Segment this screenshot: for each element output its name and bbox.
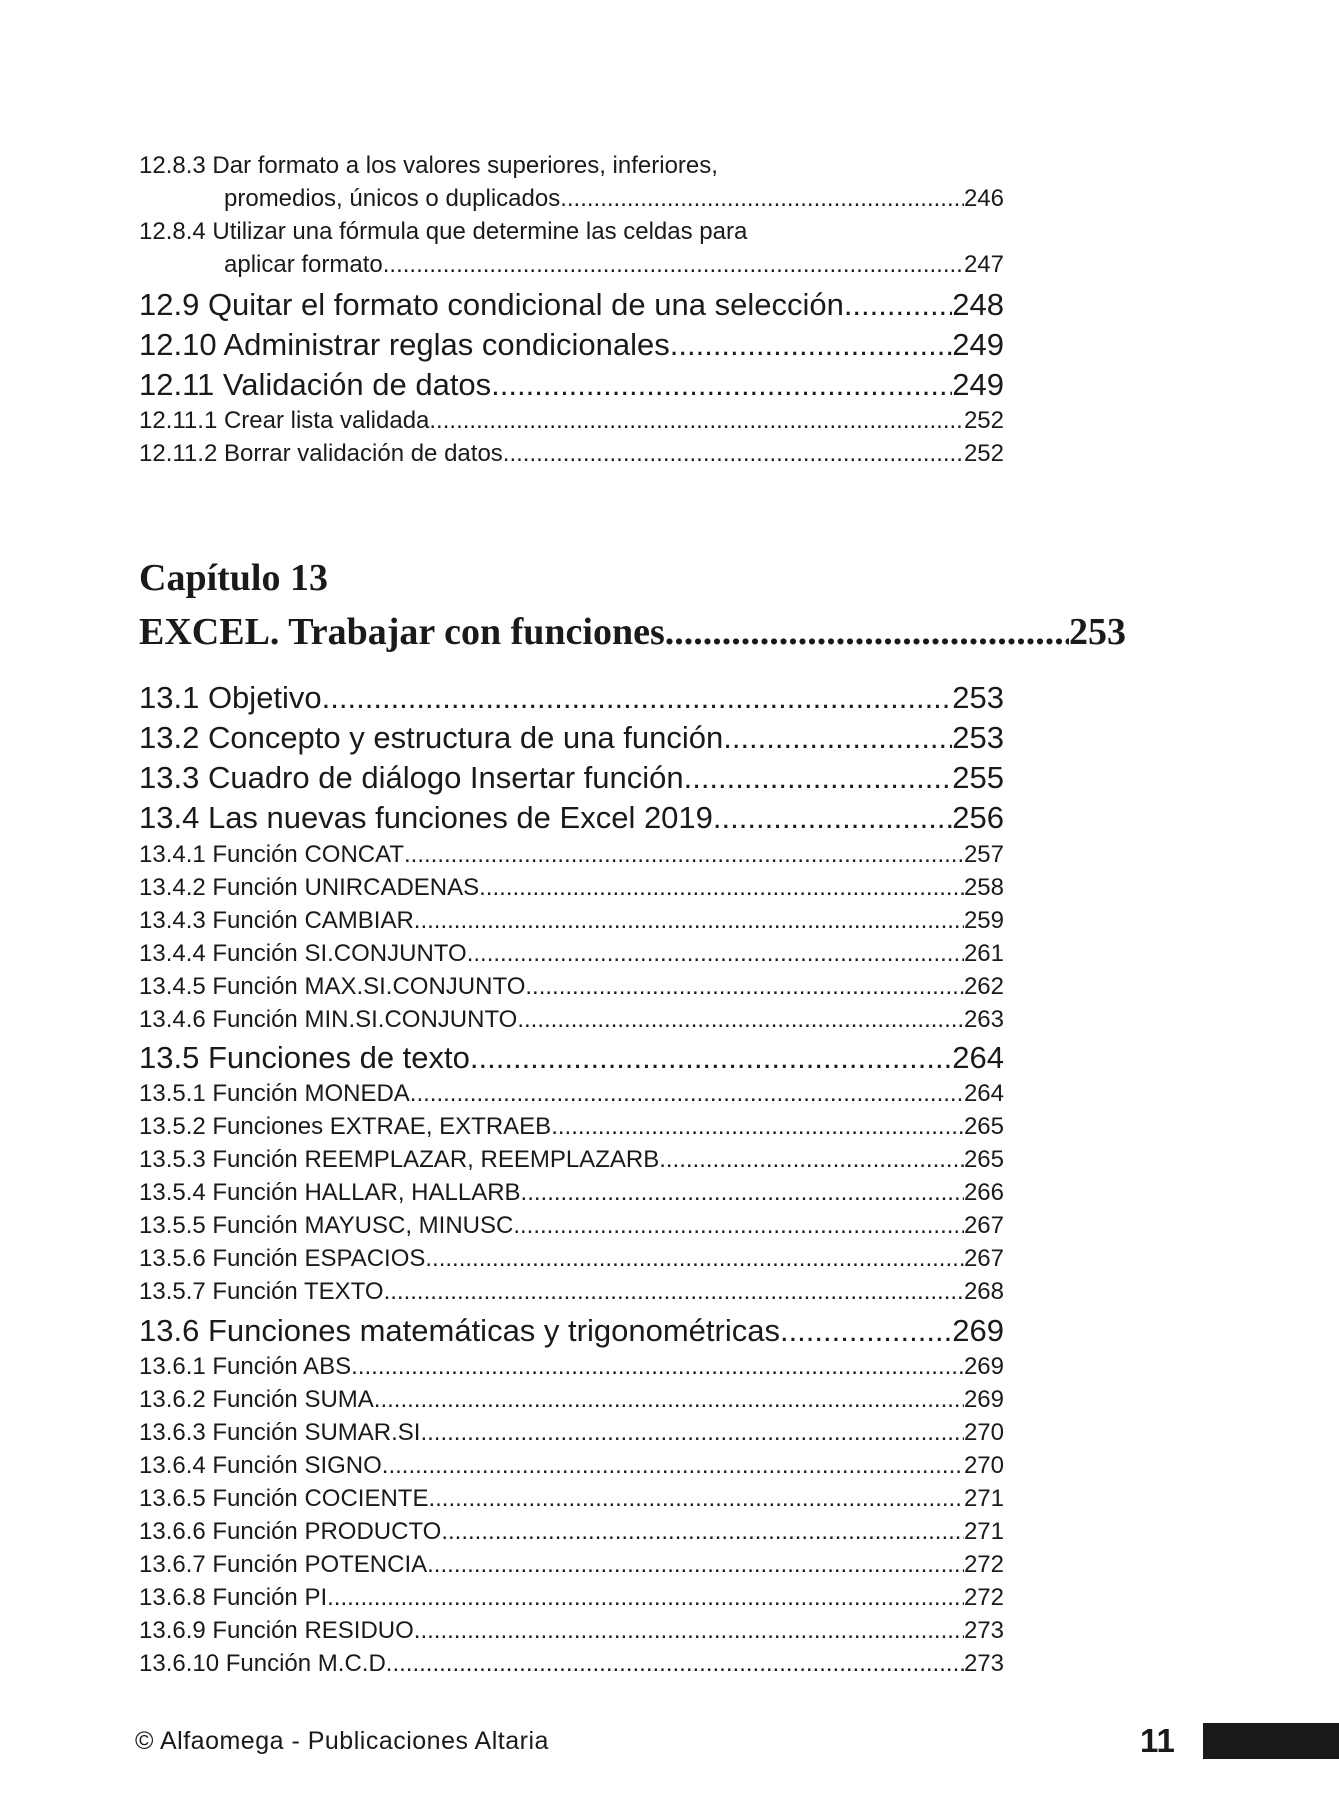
toc-entry-page: 269 <box>963 1386 1004 1413</box>
toc-entry <box>139 680 1004 716</box>
toc-entry <box>139 1518 1004 1546</box>
toc-entry <box>139 1212 1004 1240</box>
toc-entry-label: 13.4.2 Función UNIRCADENAS <box>139 874 480 901</box>
toc-entry-page: 248 <box>952 287 1004 322</box>
dot-leader <box>780 1313 952 1349</box>
dot-leader <box>503 440 964 468</box>
toc-entry-page: 255 <box>952 760 1004 795</box>
toc-entry-label: 12.11.1 Crear lista validada <box>139 407 430 434</box>
chapter-title-row <box>139 610 1126 654</box>
toc-entry-page: 265 <box>963 1113 1004 1140</box>
dot-leader <box>844 287 952 323</box>
toc-entry-label: 12.11 Validación de datos <box>139 367 492 402</box>
toc-entry <box>139 720 1004 756</box>
toc-entry-label: 13.6.5 Función COCIENTE <box>139 1485 429 1512</box>
toc-entry-page: 266 <box>963 1179 1004 1206</box>
toc-entry-page: 252 <box>963 407 1004 434</box>
toc-entry-page: 270 <box>963 1452 1004 1479</box>
toc-entry-page: 253 <box>952 720 1004 755</box>
dot-leader <box>322 680 953 716</box>
chapter-number: Capítulo 13 <box>139 557 328 599</box>
toc-entry-page: 264 <box>952 1040 1004 1075</box>
toc-entry <box>139 1313 1004 1349</box>
dot-leader <box>551 1113 964 1141</box>
dot-leader <box>517 1006 964 1034</box>
toc-entry-label: 13.5.6 Función ESPACIOS <box>139 1245 426 1272</box>
toc-entry-label: 13.4.4 Función SI.CONJUNTO <box>139 940 467 967</box>
toc-entry-label: 13.6.4 Función SIGNO <box>139 1452 382 1479</box>
toc-entry <box>139 287 1004 323</box>
toc-entry-page: 268 <box>963 1278 1004 1305</box>
toc-entry <box>139 185 1004 213</box>
toc-entry-label: 13.2 Concepto y estructura de una función <box>139 720 724 755</box>
toc-entry-page: 264 <box>963 1080 1004 1107</box>
toc-entry-label: 13.4.3 Función CAMBIAR <box>139 907 414 934</box>
toc-entry-label: 13.5.7 Función TEXTO <box>139 1278 384 1305</box>
dot-leader <box>429 407 964 435</box>
toc-entry <box>139 1353 1004 1381</box>
toc-entry <box>139 1485 1004 1513</box>
toc-entry-label: 13.1 Objetivo <box>139 680 322 715</box>
footer-publisher: © Alfaomega - Publicaciones Altaria <box>135 1727 549 1755</box>
dot-leader <box>414 1617 964 1645</box>
toc-entry-label: 12.10 Administrar reglas condicionales <box>139 327 670 362</box>
dot-leader <box>470 1040 952 1076</box>
toc-entry-label: 13.4.6 Función MIN.SI.CONJUNTO <box>139 1006 518 1033</box>
toc-entry-label: 13.6.6 Función PRODUCTO <box>139 1518 442 1545</box>
dot-leader <box>491 367 952 403</box>
toc-entry-label: 13.4.5 Función MAX.SI.CONJUNTO <box>139 973 526 1000</box>
dot-leader <box>404 841 964 869</box>
toc-entry-page: 257 <box>963 841 1004 868</box>
toc-entry <box>139 1113 1004 1141</box>
dot-leader <box>410 1080 964 1108</box>
toc-entry-label: aplicar formato <box>224 251 383 278</box>
dot-leader <box>665 610 1069 654</box>
toc-entry-page: 258 <box>963 874 1004 901</box>
toc-entry-page: 253 <box>952 680 1004 715</box>
toc-entry-label: 13.5.1 Función MONEDA <box>139 1080 410 1107</box>
toc-entry <box>139 251 1004 279</box>
dot-leader <box>723 720 952 756</box>
toc-entry-page: 270 <box>963 1419 1004 1446</box>
toc-entry-page: 261 <box>963 940 1004 967</box>
toc-entry-label: 13.6.2 Función SUMA <box>139 1386 374 1413</box>
toc-entry-line1: 12.8.3 Dar formato a los valores superiores, inferiores, <box>139 152 718 179</box>
dot-leader <box>327 1584 964 1612</box>
toc-entry-label: 13.6 Funciones matemáticas y trigonométricas <box>139 1313 780 1348</box>
dot-leader <box>427 1551 964 1579</box>
dot-leader <box>441 1518 964 1546</box>
toc-entry-label: 13.6.1 Función ABS <box>139 1353 352 1380</box>
dot-leader <box>384 1278 964 1306</box>
toc-entry <box>139 327 1004 363</box>
toc-entry <box>139 1419 1004 1447</box>
toc-entry <box>139 874 1004 902</box>
toc-entry <box>139 760 1004 796</box>
toc-entry <box>139 1386 1004 1414</box>
page-number-bar <box>1203 1723 1339 1759</box>
toc-entry <box>139 407 1004 435</box>
toc-entry-page: 265 <box>963 1146 1004 1173</box>
page-number: 11 <box>1140 1722 1175 1759</box>
dot-leader <box>521 1179 964 1207</box>
toc-entry-label: 13.5 Funciones de texto <box>139 1040 470 1075</box>
toc-entry-page: 262 <box>963 973 1004 1000</box>
toc-entry <box>139 973 1004 1001</box>
toc-entry-label: 12.11.2 Borrar validación de datos <box>139 440 503 467</box>
toc-entry <box>139 1245 1004 1273</box>
toc-entry-page: 273 <box>963 1617 1004 1644</box>
toc-entry-label: 13.6.10 Función M.C.D. <box>139 1650 393 1677</box>
toc-entry <box>139 1452 1004 1480</box>
toc-entry <box>139 1650 1004 1678</box>
toc-entry-page: 269 <box>952 1313 1004 1348</box>
dot-leader <box>659 1146 964 1174</box>
dot-leader <box>392 1650 964 1678</box>
toc-entry <box>139 440 1004 468</box>
toc-entry-page: 272 <box>963 1584 1004 1611</box>
dot-leader <box>525 973 964 1001</box>
toc-entry-page: 267 <box>963 1212 1004 1239</box>
dot-leader <box>382 1452 964 1480</box>
chapter-title: EXCEL. Trabajar con funciones <box>139 611 665 653</box>
toc-entry-page: 249 <box>952 327 1004 362</box>
toc-entry-line1: 12.8.4 Utilizar una fórmula que determine las celdas para <box>139 218 748 245</box>
chapter-page: 253 <box>1069 611 1126 653</box>
toc-entry <box>139 940 1004 968</box>
toc-entry-label: 13.4.1 Función CONCAT <box>139 841 404 868</box>
toc-entry <box>139 367 1004 403</box>
toc-entry-label: 13.5.2 Funciones EXTRAE, EXTRAEB <box>139 1113 552 1140</box>
toc-entry-page: 269 <box>963 1353 1004 1380</box>
toc-entry-page: 263 <box>963 1006 1004 1033</box>
dot-leader <box>420 1419 963 1447</box>
toc-entry <box>139 1040 1004 1076</box>
dot-leader <box>467 940 964 968</box>
toc-entry-label: 13.6.8 Función PI <box>139 1584 328 1611</box>
toc-entry <box>139 841 1004 869</box>
toc-entry-label: 13.6.3 Función SUMAR.SI <box>139 1419 421 1446</box>
dot-leader <box>479 874 964 902</box>
toc-entry-label: 13.3 Cuadro de diálogo Insertar función <box>139 760 684 795</box>
toc-entry <box>139 1551 1004 1579</box>
dot-leader <box>670 327 953 363</box>
dot-leader <box>351 1353 964 1381</box>
dot-leader <box>374 1386 964 1414</box>
toc-entry-page: 249 <box>952 367 1004 402</box>
toc-entry-page: 267 <box>963 1245 1004 1272</box>
toc-entry <box>139 1617 1004 1645</box>
toc-entry-page: 271 <box>963 1485 1004 1512</box>
toc-entry-label: 13.4 Las nuevas funciones de Excel 2019 <box>139 800 713 835</box>
toc-entry-label: 13.5.4 Función HALLAR, HALLARB <box>139 1179 521 1206</box>
dot-leader <box>428 1485 964 1513</box>
toc-entry-label: promedios, únicos o duplicados <box>224 185 561 212</box>
dot-leader <box>713 800 952 836</box>
toc-entry-page: 246 <box>963 185 1004 212</box>
toc-entry-label: 13.5.5 Función MAYUSC, MINUSC <box>139 1212 514 1239</box>
toc-entry-label: 13.5.3 Función REEMPLAZAR, REEMPLAZARB <box>139 1146 660 1173</box>
toc-entry-page: 271 <box>963 1518 1004 1545</box>
toc-entry <box>139 907 1004 935</box>
toc-entry <box>139 1584 1004 1612</box>
dot-leader <box>513 1212 964 1240</box>
toc-entry-page: 273 <box>963 1650 1004 1677</box>
toc-entry <box>139 1006 1004 1034</box>
dot-leader <box>560 185 964 213</box>
dot-leader <box>383 251 964 279</box>
toc-entry-page: 272 <box>963 1551 1004 1578</box>
toc-entry-page: 252 <box>963 440 1004 467</box>
toc-entry-page: 259 <box>963 907 1004 934</box>
dot-leader <box>414 907 964 935</box>
toc-entry <box>139 800 1004 836</box>
toc-entry <box>139 1278 1004 1306</box>
toc-entry-label: 12.9 Quitar el formato condicional de una selección <box>139 287 844 322</box>
dot-leader <box>425 1245 964 1273</box>
toc-entry-page: 247 <box>963 251 1004 278</box>
toc-entry-label: 13.6.7 Función POTENCIA <box>139 1551 428 1578</box>
toc-entry <box>139 1146 1004 1174</box>
toc-entry <box>139 1080 1004 1108</box>
dot-leader <box>684 760 953 796</box>
toc-entry-label: 13.6.9 Función RESIDUO <box>139 1617 414 1644</box>
toc-entry <box>139 1179 1004 1207</box>
toc-entry-page: 256 <box>952 800 1004 835</box>
